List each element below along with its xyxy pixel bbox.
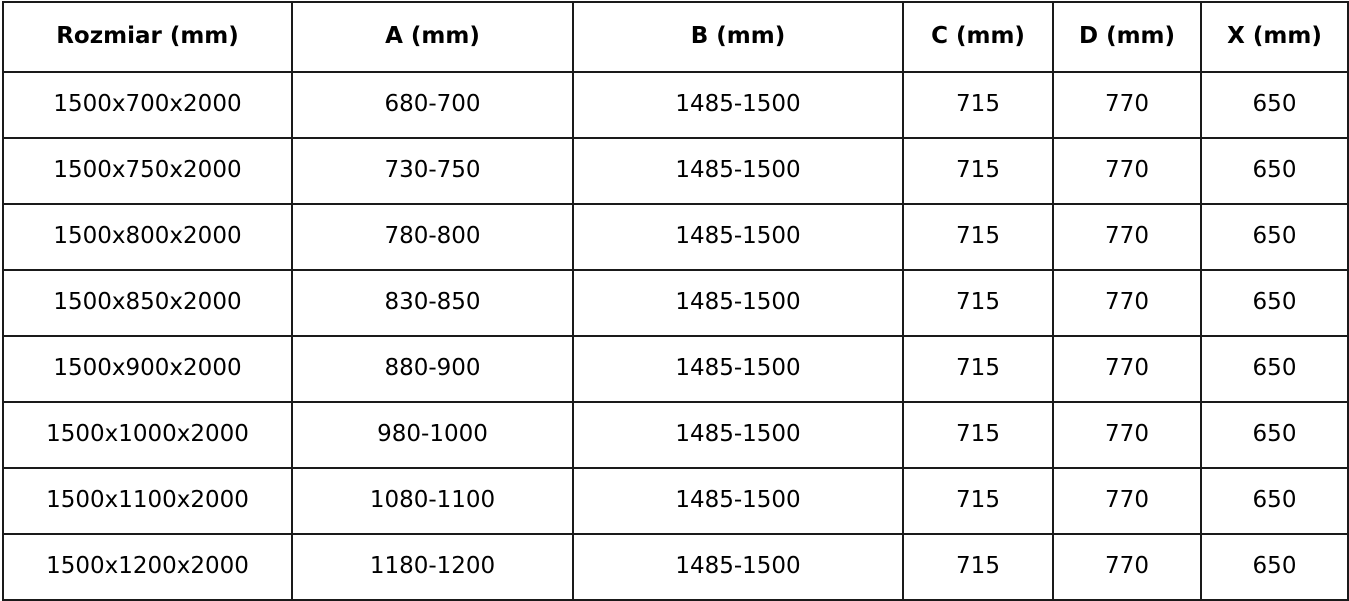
cell-b: 1485-1500 [573,72,903,138]
cell-rozmiar: 1500x1100x2000 [3,468,292,534]
cell-x: 650 [1201,204,1348,270]
table-header [3,2,1348,72]
cell-b: 1485-1500 [573,468,903,534]
column-header-c: C (mm) [903,2,1053,72]
cell-c: 715 [903,468,1053,534]
cell-d: 770 [1053,468,1201,534]
cell-x: 650 [1201,72,1348,138]
cell-rozmiar: 1500x750x2000 [3,138,292,204]
table-row [3,534,1348,600]
cell-c: 715 [903,336,1053,402]
cell-d: 770 [1053,270,1201,336]
table-body [3,72,1348,600]
table-row [3,270,1348,336]
cell-x: 650 [1201,402,1348,468]
cell-d: 770 [1053,138,1201,204]
cell-rozmiar: 1500x700x2000 [3,72,292,138]
cell-x: 650 [1201,534,1348,600]
cell-rozmiar: 1500x900x2000 [3,336,292,402]
cell-a: 730-750 [292,138,573,204]
cell-b: 1485-1500 [573,138,903,204]
cell-c: 715 [903,534,1053,600]
cell-c: 715 [903,72,1053,138]
spec-table-container [0,1,1349,584]
cell-b: 1485-1500 [573,402,903,468]
cell-b: 1485-1500 [573,336,903,402]
table-row [3,204,1348,270]
cell-d: 770 [1053,534,1201,600]
cell-c: 715 [903,204,1053,270]
cell-c: 715 [903,138,1053,204]
cell-x: 650 [1201,270,1348,336]
table-header-row [3,2,1348,72]
column-header-a: A (mm) [292,2,573,72]
cell-a: 680-700 [292,72,573,138]
cell-d: 770 [1053,402,1201,468]
cell-d: 770 [1053,72,1201,138]
cell-c: 715 [903,270,1053,336]
cell-b: 1485-1500 [573,270,903,336]
cell-a: 830-850 [292,270,573,336]
cell-x: 650 [1201,336,1348,402]
table-row [3,72,1348,138]
cell-b: 1485-1500 [573,534,903,600]
cell-a: 980-1000 [292,402,573,468]
cell-d: 770 [1053,204,1201,270]
cell-b: 1485-1500 [573,204,903,270]
dimensions-table [2,1,1349,601]
cell-rozmiar: 1500x850x2000 [3,270,292,336]
cell-c: 715 [903,402,1053,468]
cell-a: 1180-1200 [292,534,573,600]
table-row [3,468,1348,534]
column-header-b: B (mm) [573,2,903,72]
cell-rozmiar: 1500x1200x2000 [3,534,292,600]
table-row [3,138,1348,204]
column-header-x: X (mm) [1201,2,1348,72]
cell-a: 1080-1100 [292,468,573,534]
cell-a: 880-900 [292,336,573,402]
cell-d: 770 [1053,336,1201,402]
table-row [3,402,1348,468]
table-row [3,336,1348,402]
cell-x: 650 [1201,468,1348,534]
cell-a: 780-800 [292,204,573,270]
cell-rozmiar: 1500x800x2000 [3,204,292,270]
cell-rozmiar: 1500x1000x2000 [3,402,292,468]
column-header-rozmiar: Rozmiar (mm) [3,2,292,72]
cell-x: 650 [1201,138,1348,204]
column-header-d: D (mm) [1053,2,1201,72]
